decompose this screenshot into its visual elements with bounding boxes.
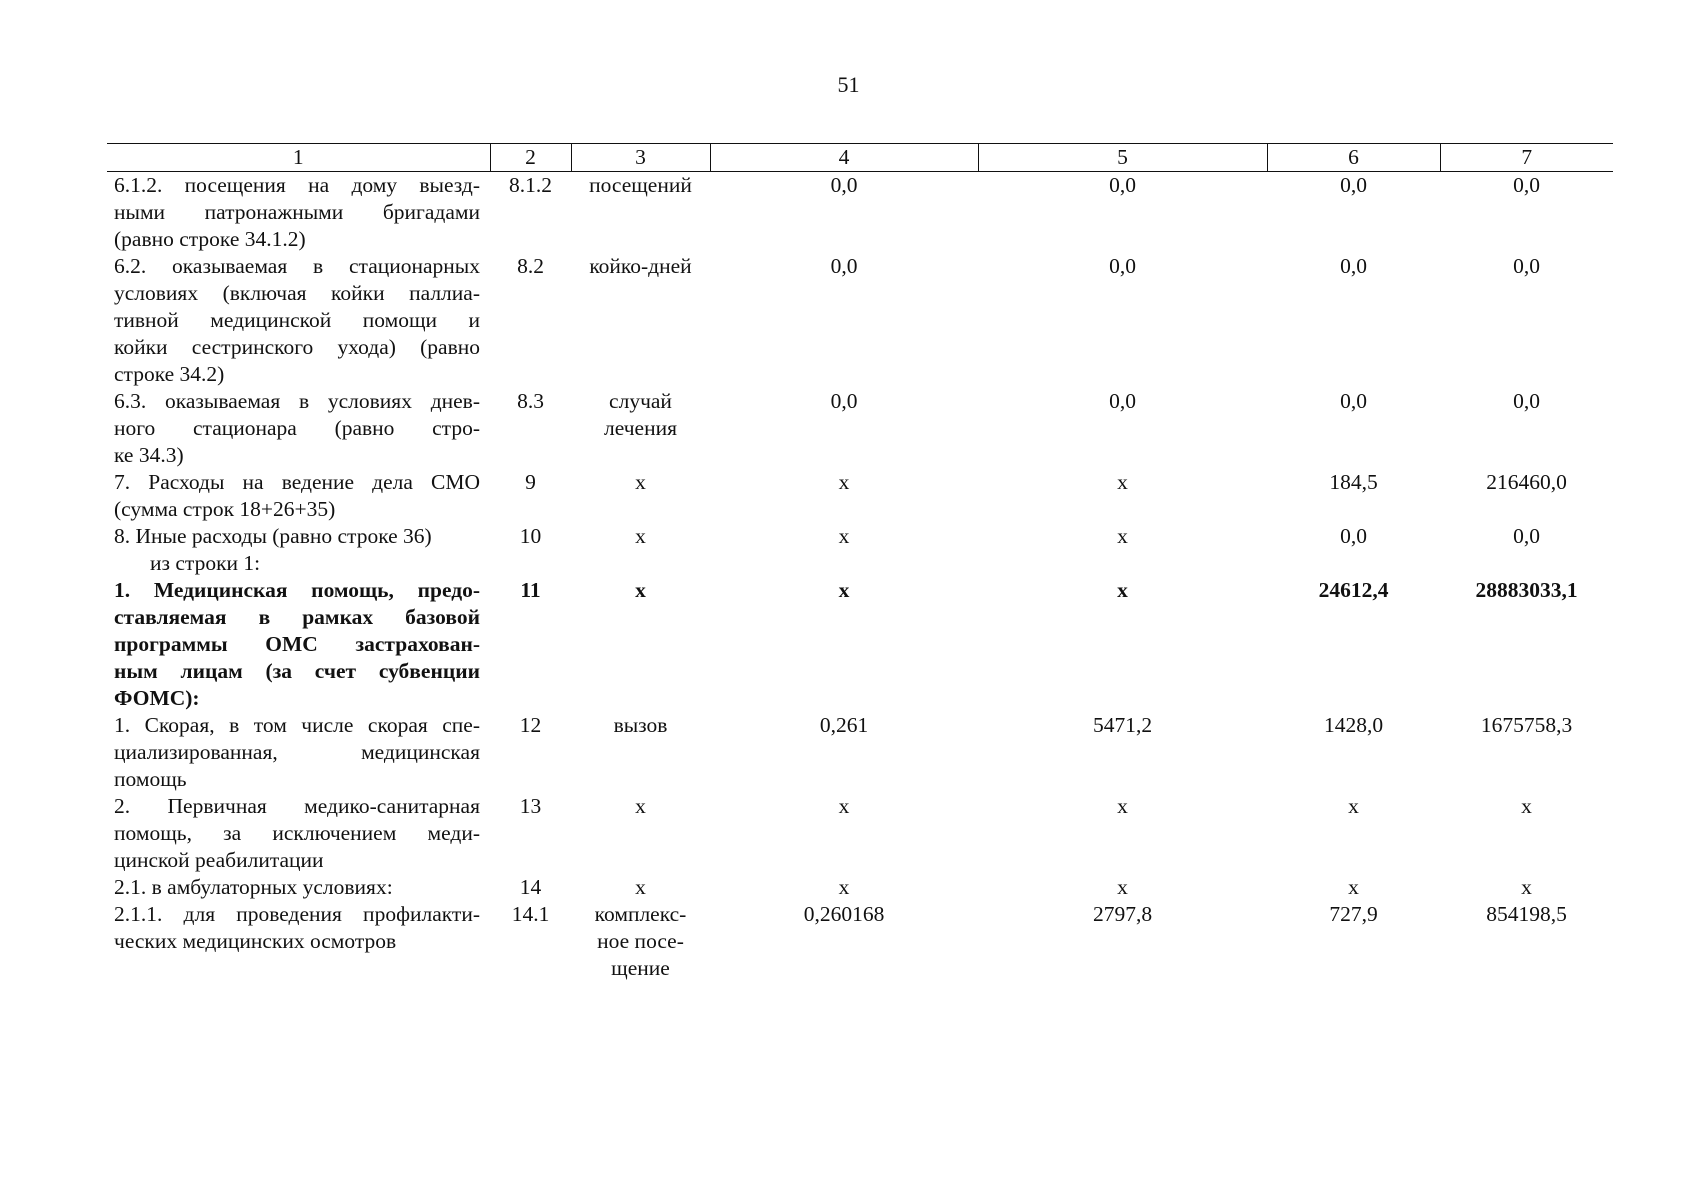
row-col-7: 0,0 bbox=[1513, 254, 1540, 278]
label-line: ными патронажными бригадами bbox=[114, 200, 480, 224]
row-code: 13 bbox=[519, 794, 542, 818]
label-line: программы ОМС застрахован- bbox=[114, 632, 480, 656]
header-col-4: 4 bbox=[710, 144, 978, 172]
label-line: 6.3. оказываемая в условиях днев- bbox=[114, 389, 480, 413]
label-line: ного стационара (равно стро- bbox=[114, 416, 480, 440]
row-col-5: 0,0 bbox=[1109, 173, 1136, 197]
header-col-3: 3 bbox=[571, 144, 710, 172]
row-unit: случай лечения bbox=[604, 389, 677, 440]
label-line: 1. Медицинская помощь, предо- bbox=[114, 578, 480, 602]
row-code: 11 bbox=[520, 578, 541, 602]
row-label bbox=[107, 172, 490, 254]
subhead-text: из строки 1: bbox=[150, 551, 261, 575]
label-line: ФОМС): bbox=[114, 686, 200, 710]
table-row bbox=[107, 253, 1613, 388]
row-unit: х bbox=[635, 578, 646, 602]
row-unit: х bbox=[635, 524, 646, 548]
label-line: 2.1. в амбулаторных условиях: bbox=[114, 875, 393, 899]
label-line: ным лицам (за счет субвенции bbox=[114, 659, 480, 683]
header-col-7: 7 bbox=[1440, 144, 1613, 172]
row-col-5: х bbox=[1117, 578, 1128, 602]
row-col-4: 0,0 bbox=[830, 173, 858, 197]
row-col-7: 28883033,1 bbox=[1475, 578, 1578, 602]
row-unit: х bbox=[635, 875, 646, 899]
page-number: 51 bbox=[837, 72, 860, 97]
header-col-6: 6 bbox=[1267, 144, 1440, 172]
table-row bbox=[107, 172, 1613, 254]
row-col-4: 0,0 bbox=[830, 254, 858, 278]
label-line: строке 34.2) bbox=[114, 362, 225, 386]
label-line: ке 34.3) bbox=[114, 443, 184, 467]
row-unit: посещений bbox=[589, 173, 692, 197]
table-header bbox=[107, 144, 1613, 172]
label-line: условиях (включая койки паллиа- bbox=[114, 281, 480, 305]
row-col-5: 2797,8 bbox=[1092, 902, 1153, 926]
row-col-5: х bbox=[1117, 524, 1128, 548]
table-body bbox=[107, 172, 1613, 983]
header-col-5: 5 bbox=[978, 144, 1267, 172]
header-col-2: 2 bbox=[490, 144, 571, 172]
row-col-6: 0,0 bbox=[1340, 173, 1367, 197]
table-row bbox=[107, 712, 1613, 793]
table-row bbox=[107, 874, 1613, 901]
row-label bbox=[107, 712, 490, 793]
row-code: 8.2 bbox=[517, 254, 544, 278]
table-row bbox=[107, 388, 1613, 469]
label-line: 6.2. оказываемая в стационарных bbox=[114, 254, 480, 278]
row-col-4: х bbox=[838, 470, 850, 494]
row-col-4: 0,0 bbox=[830, 389, 858, 413]
row-label bbox=[107, 901, 490, 982]
row-col-6: 0,0 bbox=[1340, 524, 1367, 548]
row-col-6: 184,5 bbox=[1329, 470, 1378, 494]
row-code: 12 bbox=[519, 713, 542, 737]
row-col-4: 0,260168 bbox=[803, 902, 885, 926]
row-unit: комплекс-ное посе-щение bbox=[594, 902, 687, 980]
row-col-4: х bbox=[838, 875, 850, 899]
row-col-6: х bbox=[1348, 875, 1359, 899]
row-code: 9 bbox=[525, 470, 536, 494]
label-line: 2. Первичная медико-санитарная bbox=[114, 794, 480, 818]
row-label bbox=[107, 577, 490, 712]
row-unit: х bbox=[635, 794, 646, 818]
label-line: 1. Скорая, в том числе скорая спе- bbox=[114, 713, 480, 737]
row-col-7: 0,0 bbox=[1513, 524, 1540, 548]
label-line: 8. Иные расходы (равно строке 36) bbox=[114, 524, 432, 548]
row-code: 8.3 bbox=[517, 389, 544, 413]
label-line: (сумма строк 18+26+35) bbox=[114, 497, 336, 521]
label-line: тивной медицинской помощи и bbox=[114, 308, 480, 332]
label-line: ставляемая в рамках базовой bbox=[114, 605, 480, 629]
row-col-4: х bbox=[838, 794, 850, 818]
table-row bbox=[107, 901, 1613, 982]
row-code: 10 bbox=[519, 524, 542, 548]
row-col-7: 854198,5 bbox=[1486, 902, 1567, 926]
label-line: 6.1.2. посещения на дому выезд- bbox=[114, 173, 480, 197]
label-line: 7. Расходы на ведение дела СМО bbox=[114, 470, 480, 494]
table-row bbox=[107, 523, 1613, 550]
row-col-5: х bbox=[1117, 470, 1128, 494]
label-line: циализированная, медицинская bbox=[114, 740, 480, 764]
row-col-6: 24612,4 bbox=[1318, 578, 1389, 602]
row-unit: х bbox=[635, 470, 646, 494]
row-col-4: 0,261 bbox=[819, 713, 869, 737]
row-col-4: х bbox=[838, 524, 850, 548]
label-line: ческих медицинских осмотров bbox=[114, 929, 397, 953]
row-subhead bbox=[107, 550, 490, 577]
table-row bbox=[107, 793, 1613, 874]
row-label bbox=[107, 523, 490, 550]
row-label bbox=[107, 793, 490, 874]
table-row bbox=[107, 469, 1613, 523]
row-col-7: 0,0 bbox=[1513, 389, 1540, 413]
data-table bbox=[107, 143, 1613, 982]
row-col-7: х bbox=[1521, 875, 1532, 899]
row-col-7: 1675758,3 bbox=[1480, 713, 1573, 737]
row-col-6: 0,0 bbox=[1340, 389, 1367, 413]
row-col-7: 216460,0 bbox=[1486, 470, 1567, 494]
row-col-6: 0,0 bbox=[1340, 254, 1367, 278]
row-code: 14 bbox=[519, 875, 542, 899]
row-col-5: 0,0 bbox=[1109, 389, 1136, 413]
row-col-5: 0,0 bbox=[1109, 254, 1136, 278]
row-col-6: 1428,0 bbox=[1323, 713, 1384, 737]
label-line: цинской реабилитации bbox=[114, 848, 324, 872]
row-code: 8.1.2 bbox=[509, 173, 552, 197]
row-col-5: 5471,2 bbox=[1092, 713, 1153, 737]
label-line: помощь bbox=[114, 767, 187, 791]
row-label bbox=[107, 388, 490, 469]
row-unit: вызов bbox=[613, 713, 668, 737]
row-col-4: х bbox=[838, 578, 850, 602]
table-row bbox=[107, 577, 1613, 712]
label-line: помощь, за исключением меди- bbox=[114, 821, 480, 845]
row-col-6: х bbox=[1348, 794, 1359, 818]
label-line: (равно строке 34.1.2) bbox=[114, 227, 306, 251]
label-line: койки сестринского ухода) (равно bbox=[114, 335, 480, 359]
row-code: 14.1 bbox=[511, 902, 550, 926]
row-label bbox=[107, 253, 490, 388]
header-row bbox=[107, 144, 1613, 172]
row-col-5: х bbox=[1117, 875, 1128, 899]
row-col-7: 0,0 bbox=[1513, 173, 1540, 197]
header-col-1: 1 bbox=[107, 144, 490, 172]
row-label bbox=[107, 874, 490, 901]
row-unit: койко-дней bbox=[589, 254, 692, 278]
label-line: 2.1.1. для проведения профилакти- bbox=[114, 902, 480, 926]
row-col-5: х bbox=[1117, 794, 1128, 818]
row-label bbox=[107, 469, 490, 523]
row-col-6: 727,9 bbox=[1329, 902, 1378, 926]
row-col-7: х bbox=[1521, 794, 1532, 818]
table-subhead-row bbox=[107, 550, 1613, 577]
